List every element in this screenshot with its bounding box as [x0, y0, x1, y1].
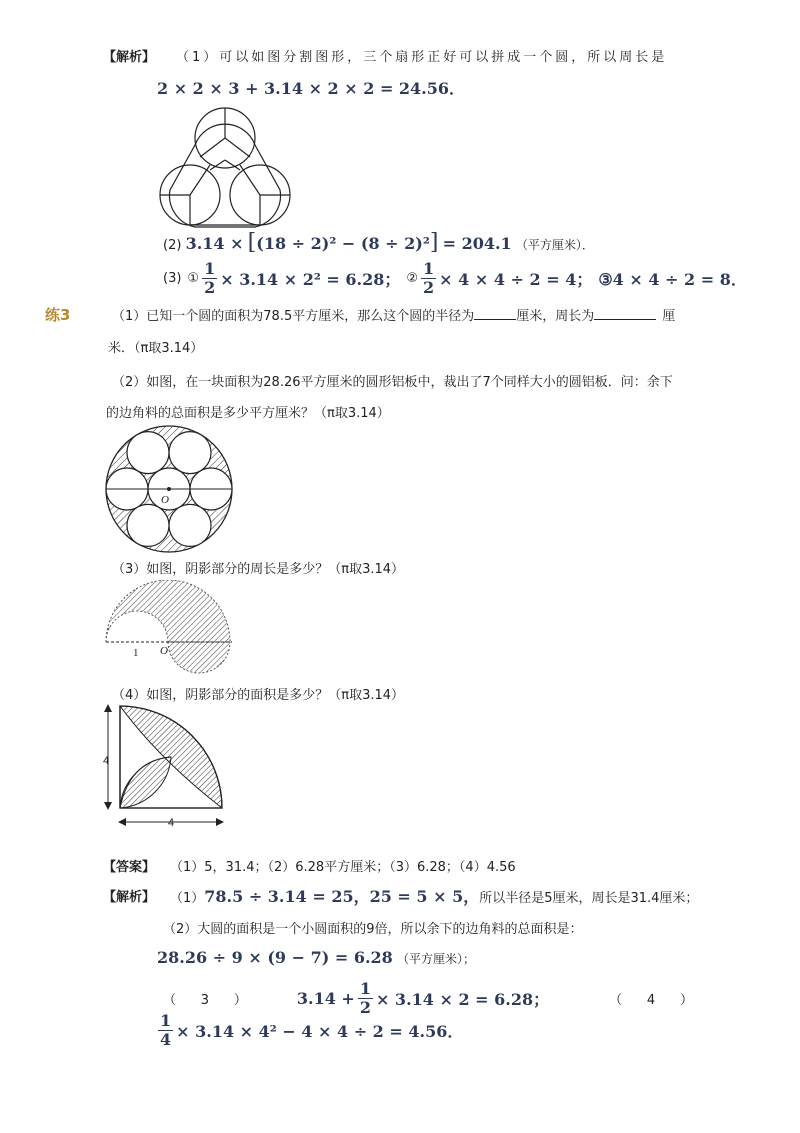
part-label: （ 3 ）: [163, 993, 247, 1008]
question-4: （4）如图，阴影部分的面积是多少？（π取3.14）: [112, 688, 405, 703]
fraction-numerator: 1: [423, 259, 435, 278]
formula-part: 3.14 +: [296, 989, 355, 1008]
fraction-denominator: 2: [423, 278, 435, 297]
unit-text: （平方厘米）．: [515, 238, 594, 252]
question-text: 厘: [662, 309, 676, 324]
question-3: （3）如图，阴影部分的周长是多少？（π取3.14）: [112, 562, 405, 577]
question-2-continued: 的边角料的总面积是多少平方厘米？（π取3.14）: [106, 406, 390, 421]
part-label: (2): [163, 238, 182, 253]
fraction-numerator: 1: [204, 259, 216, 278]
fraction-numerator: 1: [160, 1011, 172, 1030]
question-text: （1）已知一个圆的面积为78.5平方厘米，那么这个圆的半径为: [112, 309, 475, 324]
formula-part: 78.5 ÷ 3.14 = 25，25 = 5 × 5，: [204, 887, 480, 906]
solution2-part-2-formula: [157, 948, 475, 967]
figure-seven-circles: [104, 424, 234, 554]
part-label: (3): [163, 271, 182, 286]
solution-part-2: (2) 3.14 × [(18 ÷ 2)² − (8 ÷ 2)²] = 204.1 （平方厘米）．: [163, 230, 594, 255]
fraction-denominator: 2: [359, 998, 371, 1017]
label-o: O: [160, 645, 168, 657]
formula-part: = 204.1: [442, 234, 512, 253]
answer-text: （1）5，31.4；（2）6.28平方厘米；（3）6.28；（4）4.56: [170, 860, 516, 875]
solution-part-3: [163, 260, 747, 297]
formula-part: (18 ÷ 2)² − (8 ÷ 2)²: [256, 234, 430, 253]
width-label: 4: [168, 817, 175, 829]
unit-text: （平方厘米）；: [396, 952, 475, 966]
circled-number: ②: [406, 271, 419, 286]
solution-text: （1）可以如图分割图形，三个扇形正好可以拼成一个圆，所以周长是: [176, 50, 668, 65]
question-2: （2）如图，在一块面积为28.26平方厘米的圆形铝板中，裁出了7个同样大小的圆铝板．问：余下: [112, 375, 673, 390]
solution2-part-4: [155, 1012, 463, 1049]
formula-part: × 4 × 4 ÷ 2 = 4；: [439, 270, 593, 289]
question-1: [112, 305, 675, 324]
part-label: （1）: [170, 891, 205, 906]
formula-part: × 3.14 × 2 = 6.28；: [375, 990, 550, 1009]
formula-part: × 3.14 × 2² = 6.28；: [220, 270, 401, 289]
question-text: 厘米，周长为: [516, 309, 595, 324]
label-one: 1: [133, 647, 139, 659]
exercise-tag: 练3: [45, 306, 71, 324]
figure-semicircles: [100, 580, 240, 676]
formula-part: 28.26 ÷ 9 × (9 − 7) = 6.28: [157, 948, 393, 967]
figure-quarter-circle: [100, 700, 232, 830]
fraction-numerator: 1: [359, 979, 371, 998]
fraction-denominator: 2: [204, 278, 216, 297]
height-label: 4: [103, 755, 110, 767]
solution-formula: 2 × 2 × 3 + 3.14 × 2 × 2 = 24.56．: [157, 79, 466, 98]
solution2-part-1: [170, 884, 698, 907]
fraction-denominator: 4: [160, 1030, 172, 1049]
answer-blank[interactable]: [474, 307, 516, 320]
circled-number: ①: [187, 271, 200, 286]
figure-three-circles: [150, 100, 300, 230]
center-label: O: [161, 494, 169, 506]
solution-tag: 【解析】: [103, 50, 156, 65]
solution-text: 所以半径是5厘米，周长是31.4厘米；: [479, 891, 699, 906]
formula-part: ③4 × 4 ÷ 2 = 8．: [598, 270, 747, 289]
answer-blank[interactable]: [594, 307, 656, 320]
solution2-part-2: （2）大圆的面积是一个小圆面积的9倍，所以余下的边角料的总面积是：: [163, 922, 583, 937]
answer-tag: 【答案】: [103, 860, 156, 875]
part-label: （ 4 ）: [609, 993, 693, 1008]
question-1-continued: 米．（π取3.14）: [108, 341, 204, 356]
formula-part: 3.14 ×: [185, 234, 244, 253]
formula-part: × 3.14 × 4² − 4 × 4 ÷ 2 = 4.56．: [176, 1022, 464, 1041]
solution-tag-2: 【解析】: [103, 890, 156, 905]
